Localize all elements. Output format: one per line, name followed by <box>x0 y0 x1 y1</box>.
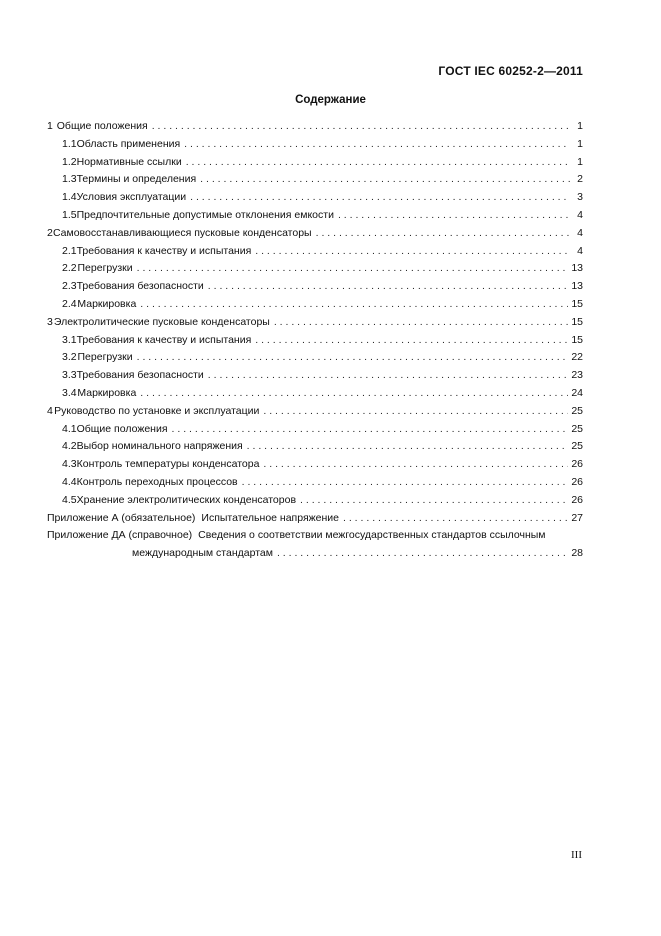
toc-entry[interactable] <box>47 138 583 156</box>
toc-entry-number: 1.3 <box>62 173 77 186</box>
toc-entry-page: 3 <box>577 191 583 204</box>
toc-entry-label: Общие положения <box>56 120 148 132</box>
toc-entry-label: Руководство по установке и эксплуатации <box>54 404 260 417</box>
toc-entry-page: 26 <box>571 458 583 471</box>
toc-entry-label: Электролитические пусковые конденсаторы <box>53 315 270 328</box>
toc-entry[interactable] <box>47 351 583 369</box>
toc-entry-number: 3 <box>47 315 53 328</box>
toc-entry-page: 4 <box>577 226 583 239</box>
toc-entry[interactable] <box>47 476 583 494</box>
toc-entry-label: Самовосстанавливающиеся пусковые конденсаторы <box>52 226 312 239</box>
appendix-label-continued: международным стандартам <box>132 547 273 560</box>
toc-entry[interactable] <box>47 280 583 298</box>
toc-entry-number: 1.1 <box>62 137 77 150</box>
toc-entry-label: Требования к качеству и испытания <box>76 333 252 346</box>
appendix-prefix: Приложение ДА (справочное) <box>47 529 193 542</box>
standard-code: ГОСТ IEC 60252-2—2011 <box>438 64 583 78</box>
leader-dots <box>208 369 569 381</box>
toc-entry[interactable] <box>47 369 583 387</box>
toc-entry-number: 4 <box>47 404 53 417</box>
toc-entry[interactable] <box>47 494 583 512</box>
leader-dots <box>338 209 570 221</box>
toc-entry-page: 25 <box>571 440 583 453</box>
table-of-contents <box>47 120 583 565</box>
leader-dots <box>263 405 568 417</box>
toc-entry-page: 4 <box>577 244 583 257</box>
toc-entry-label: Хранение электролитических конденсаторов <box>76 493 297 506</box>
toc-entry-label: Контроль температуры конденсатора <box>76 458 260 471</box>
toc-entry[interactable] <box>47 334 583 352</box>
toc-entry-label: Термины и определения <box>76 173 197 186</box>
appendix-label: Испытательное напряжение <box>201 511 340 524</box>
leader-dots <box>200 173 570 185</box>
appendix-page: 28 <box>571 547 583 560</box>
leader-dots <box>184 138 570 150</box>
toc-entry[interactable] <box>47 209 583 227</box>
toc-entry-page: 26 <box>571 493 583 506</box>
toc-entry-page: 15 <box>571 297 583 310</box>
toc-entry-number: 1.2 <box>62 155 77 168</box>
toc-entry-label: Выбор номинального напряжения <box>76 440 243 453</box>
toc-entry-number: 4.4 <box>62 475 77 488</box>
leader-dots <box>186 156 570 168</box>
toc-entry-page: 24 <box>571 386 583 399</box>
leader-dots <box>247 440 569 452</box>
toc-entry-label: Предпочтительные допустимые отклонения емкости <box>76 208 334 221</box>
toc-entry-label: Общие положения <box>76 422 168 435</box>
toc-entry-page: 1 <box>577 155 583 168</box>
toc-entry[interactable] <box>47 458 583 476</box>
toc-entry[interactable] <box>47 440 583 458</box>
leader-dots <box>137 351 569 363</box>
toc-entry-number: 2.1 <box>62 244 77 257</box>
leader-dots <box>242 476 569 488</box>
toc-entry[interactable] <box>47 120 583 138</box>
toc-entry-page: 25 <box>571 404 583 417</box>
toc-entry-label: Требования безопасности <box>76 280 204 293</box>
toc-entry[interactable] <box>47 387 583 405</box>
toc-entry-number: 3.4 <box>62 386 77 399</box>
appendix-page: 27 <box>571 511 583 524</box>
appendix-label: Сведения о соответствии межгосударственных стандартов ссылочным <box>198 529 546 542</box>
toc-entry-page: 25 <box>571 422 583 435</box>
toc-appendix-a[interactable] <box>47 512 583 530</box>
leader-dots <box>140 298 568 310</box>
leader-dots <box>274 316 568 328</box>
leader-dots <box>343 512 568 524</box>
toc-entry-label: Нормативные ссылки <box>76 155 182 168</box>
toc-entry-number: 2.4 <box>62 297 77 310</box>
toc-entry-page: 22 <box>571 351 583 364</box>
toc-entry-number: 2 <box>47 226 53 239</box>
toc-entry[interactable] <box>47 173 583 191</box>
toc-title: Содержание <box>295 94 366 106</box>
toc-entry-number: 3.2 <box>62 351 77 364</box>
toc-entry-page: 2 <box>577 173 583 186</box>
toc-entry[interactable] <box>47 262 583 280</box>
leader-dots <box>263 458 568 470</box>
leader-dots <box>255 334 568 346</box>
appendix-prefix: Приложение А (обязательное) <box>47 511 196 524</box>
toc-entry[interactable] <box>47 191 583 209</box>
toc-appendix-da-continuation[interactable] <box>47 547 583 565</box>
toc-entry-page: 4 <box>577 208 583 221</box>
toc-entry-label: Контроль переходных процессов <box>76 475 238 488</box>
toc-entry-page: 26 <box>571 475 583 488</box>
toc-entry[interactable] <box>47 156 583 174</box>
toc-entry-label: Условия эксплуатации <box>76 191 187 204</box>
toc-entry[interactable] <box>47 245 583 263</box>
toc-entry-label: Требования к качеству и испытания <box>76 244 252 257</box>
leader-dots <box>140 387 568 399</box>
toc-entry-page: 1 <box>577 120 583 132</box>
toc-entry-number: 1.4 <box>62 191 77 204</box>
toc-entry-number: 4.3 <box>62 458 77 471</box>
leader-dots <box>172 423 569 435</box>
toc-entry-number: 4.2 <box>62 440 77 453</box>
toc-entry-label: Перегрузки <box>77 262 133 275</box>
toc-entry[interactable] <box>47 316 583 334</box>
toc-entry-number: 3.1 <box>62 333 77 346</box>
leader-dots <box>316 227 570 239</box>
leader-dots <box>300 494 568 506</box>
toc-appendix-da[interactable] <box>47 529 583 547</box>
toc-entry-label: Перегрузки <box>77 351 133 364</box>
leader-dots <box>277 547 568 559</box>
leader-dots <box>137 262 569 274</box>
toc-entry[interactable] <box>47 298 583 316</box>
toc-entry-number: 2.2 <box>62 262 77 275</box>
toc-entry-number: 1 <box>47 120 53 132</box>
toc-entry-label: Область применения <box>76 137 181 150</box>
toc-entry-number: 4.1 <box>62 422 77 435</box>
toc-entry-page: 1 <box>577 137 583 150</box>
toc-entries <box>47 120 583 512</box>
toc-entry[interactable] <box>47 405 583 423</box>
toc-entry-number: 3.3 <box>62 369 77 382</box>
toc-entry[interactable] <box>47 423 583 441</box>
leader-dots <box>255 245 570 257</box>
toc-entry-page: 13 <box>571 262 583 275</box>
toc-entry-number: 4.5 <box>62 493 77 506</box>
page-number: III <box>571 849 582 861</box>
toc-entry-page: 13 <box>571 280 583 293</box>
toc-entry-label: Маркировка <box>77 386 137 399</box>
toc-entry-number: 1.5 <box>62 208 77 221</box>
toc-entry-page: 15 <box>571 333 583 346</box>
leader-dots <box>208 280 569 292</box>
toc-entry-number: 2.3 <box>62 280 77 293</box>
leader-dots <box>190 191 570 203</box>
toc-entry[interactable] <box>47 227 583 245</box>
leader-dots <box>152 120 570 132</box>
toc-entry-page: 23 <box>571 369 583 382</box>
toc-entry-page: 15 <box>571 315 583 328</box>
toc-entry-label: Маркировка <box>77 297 137 310</box>
toc-entry-label: Требования безопасности <box>76 369 204 382</box>
